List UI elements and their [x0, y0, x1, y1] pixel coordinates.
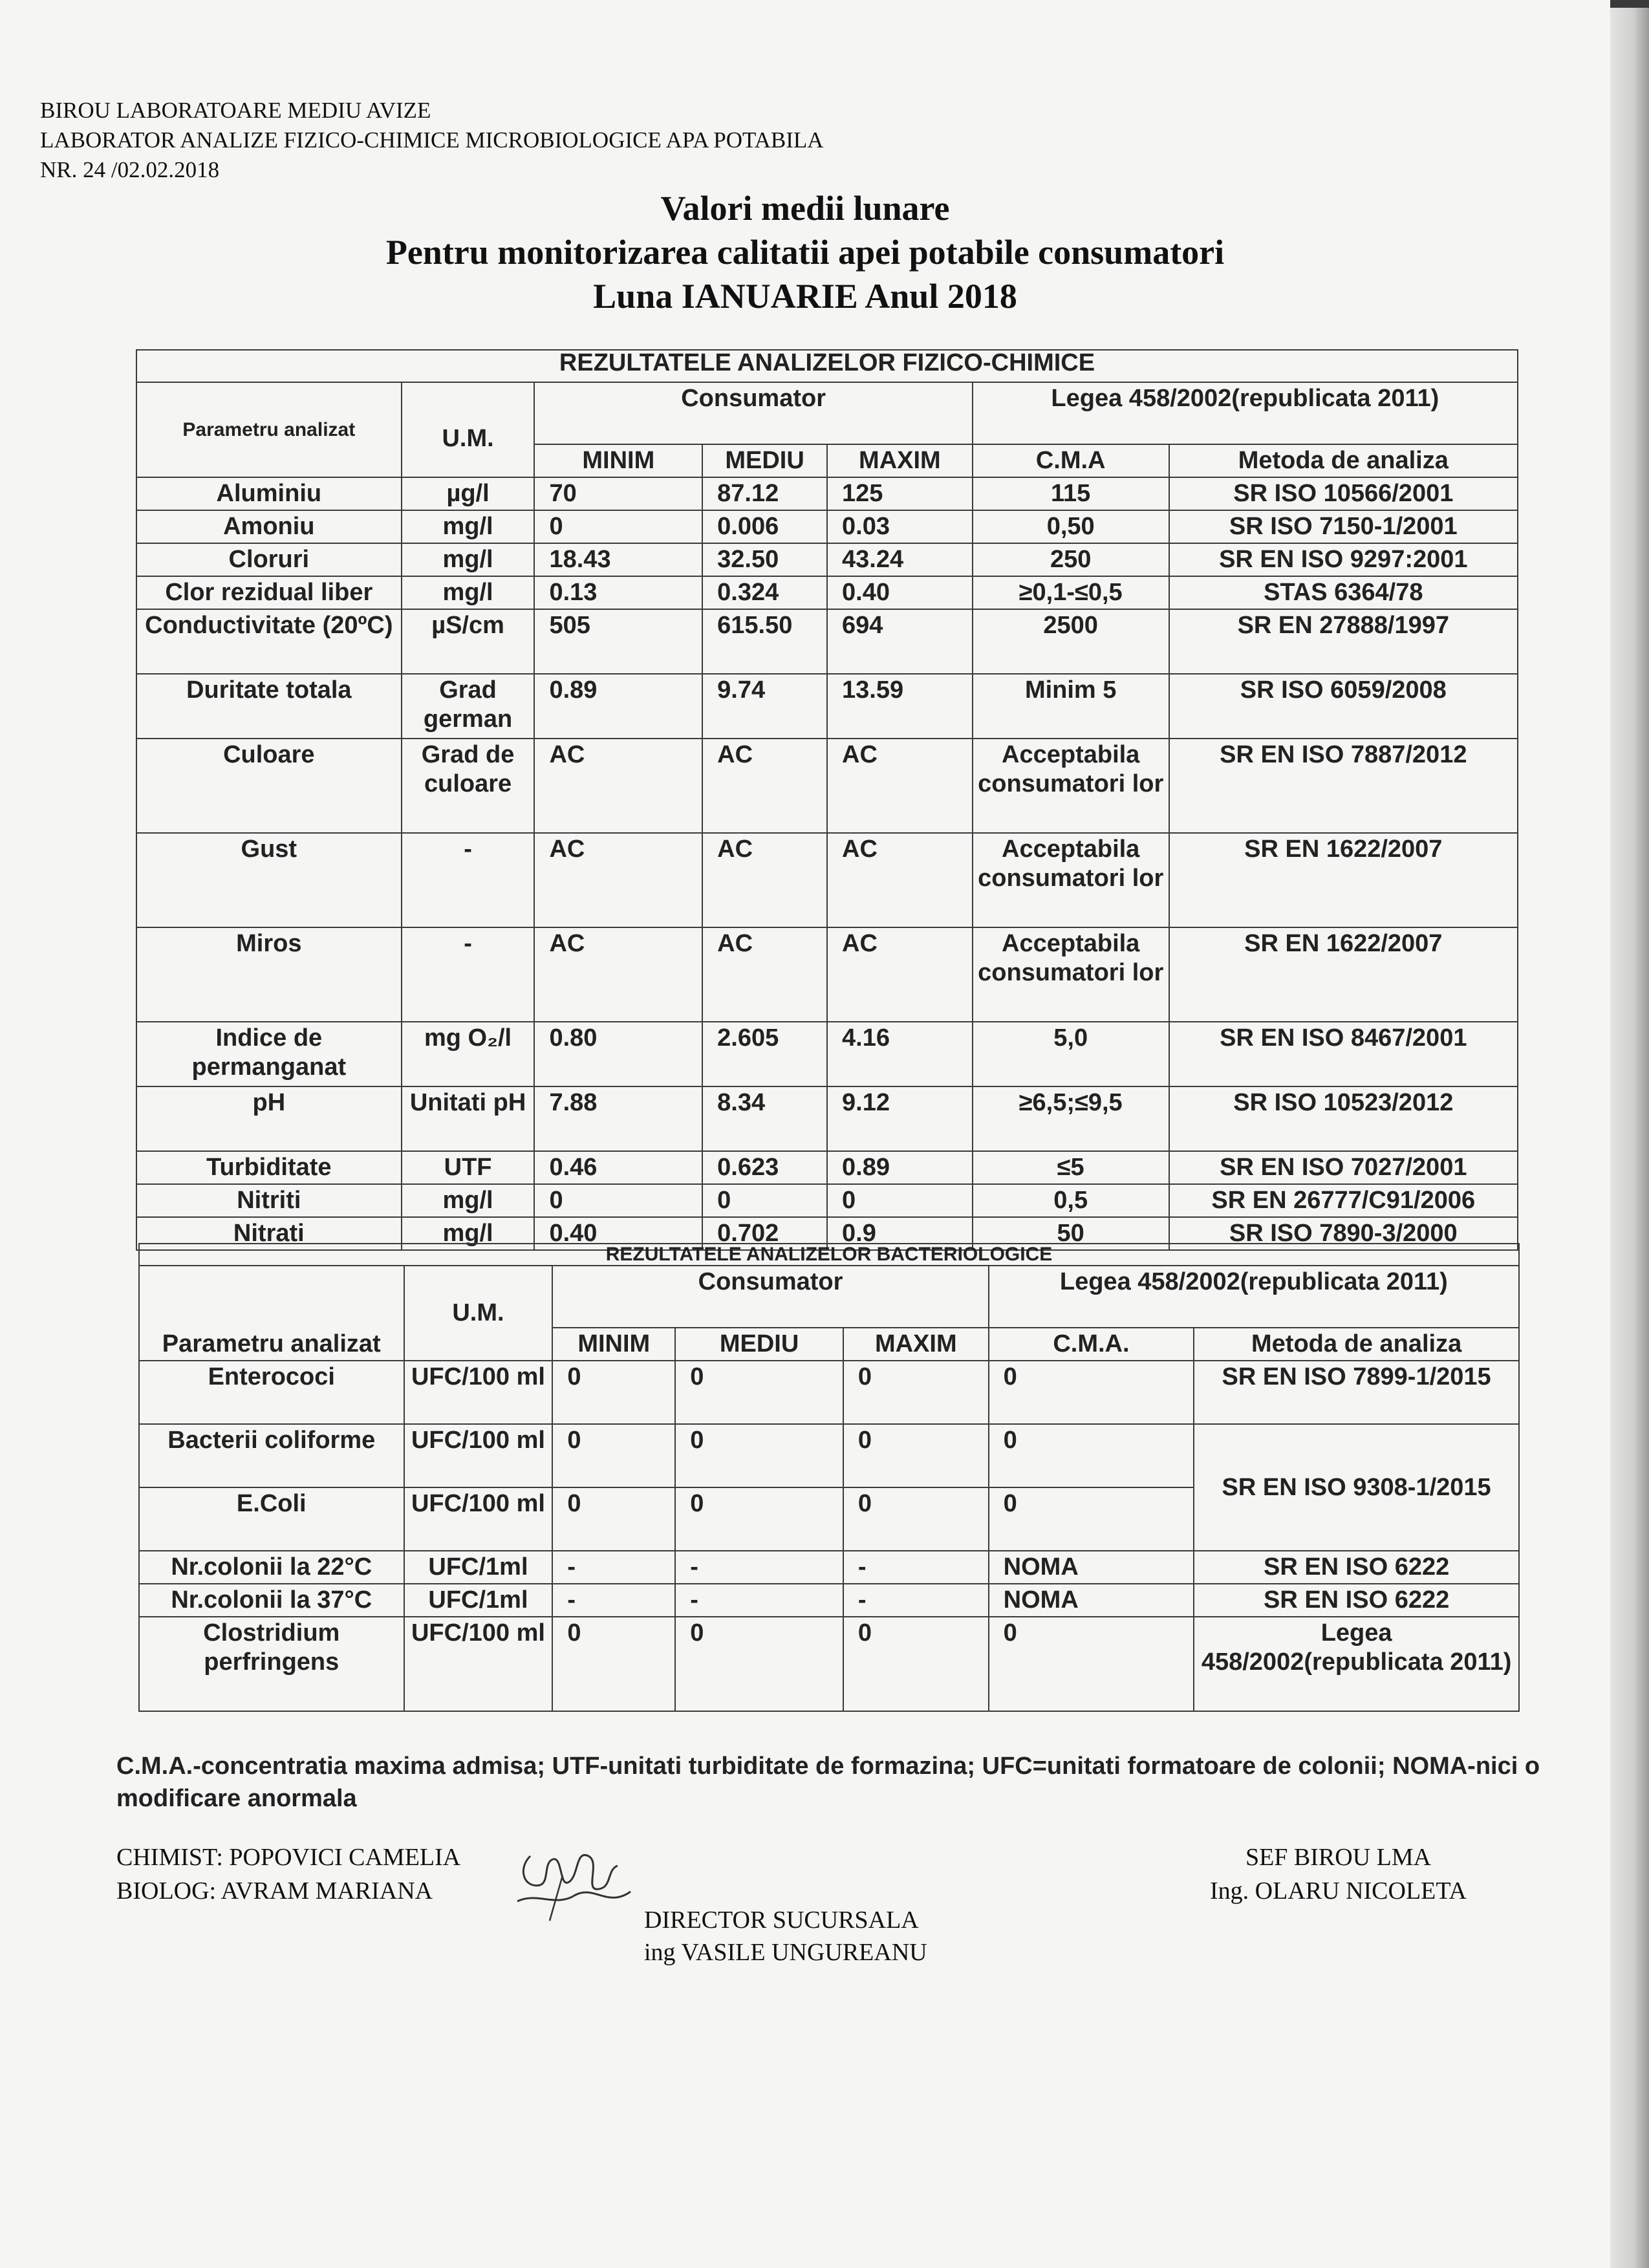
row-mediu: -: [675, 1551, 843, 1584]
row-unit: µS/cm: [402, 609, 535, 674]
sef-birou-title: SEF BIROU LMA: [1245, 1844, 1432, 1871]
header-legea: Legea 458/2002(republicata 2011): [973, 382, 1518, 444]
row-mediu: 0: [702, 1184, 827, 1217]
page-edge-shadow: [1610, 0, 1649, 2268]
row-min: -: [552, 1551, 675, 1584]
header-metoda: Metoda de analiza: [1169, 444, 1518, 477]
row-parameter: E.Coli: [139, 1487, 404, 1551]
section-title: REZULTATELE ANALIZELOR BACTERIOLOGICE: [139, 1244, 1519, 1266]
signatures-left: [116, 1841, 460, 1908]
row-unit: UFC/100 ml: [404, 1617, 553, 1711]
row-unit: mg/l: [402, 510, 535, 543]
row-min: 0.13: [534, 576, 702, 609]
row-min: 7.88: [534, 1086, 702, 1151]
row-max: 0: [843, 1361, 989, 1424]
physico-chemical-rows: [136, 477, 1518, 1250]
row-mediu: 32.50: [702, 543, 827, 576]
row-unit: mg/l: [402, 1217, 535, 1250]
row-method: SR EN 27888/1997: [1169, 609, 1518, 674]
row-cma: NOMA: [989, 1584, 1194, 1617]
row-cma: Minim 5: [973, 674, 1169, 739]
row-cma: ≥6,5;≤9,5: [973, 1086, 1169, 1151]
row-min: 0.40: [534, 1217, 702, 1250]
row-method: SR EN 26777/C91/2006: [1169, 1184, 1518, 1217]
row-min: AC: [534, 739, 702, 833]
row-unit: UFC/1ml: [404, 1551, 553, 1584]
table-row: [136, 927, 1518, 1022]
row-max: 0: [843, 1424, 989, 1487]
table-row: [139, 1617, 1519, 1711]
table-row: [136, 477, 1518, 510]
row-method: SR EN ISO 7027/2001: [1169, 1151, 1518, 1184]
table-row: [136, 576, 1518, 609]
header-number: NR. 24 /02.02.2018: [40, 157, 220, 182]
page-edge-mark: [1610, 0, 1649, 8]
row-min: 70: [534, 477, 702, 510]
row-max: 0.40: [827, 576, 973, 609]
row-method: SR EN ISO 6222: [1194, 1551, 1519, 1584]
row-mediu: 0.623: [702, 1151, 827, 1184]
row-unit: UFC/1ml: [404, 1584, 553, 1617]
row-min: 0.80: [534, 1022, 702, 1086]
row-max: 0.03: [827, 510, 973, 543]
row-method: SR ISO 6059/2008: [1169, 674, 1518, 739]
row-cma: Acceptabila consumatori lor: [973, 739, 1169, 833]
table-row: [136, 739, 1518, 833]
row-cma: 0: [989, 1424, 1194, 1487]
row-min: 0.89: [534, 674, 702, 739]
row-parameter: Clor rezidual liber: [136, 576, 402, 609]
row-min: 0: [552, 1487, 675, 1551]
row-parameter: Nitriti: [136, 1184, 402, 1217]
row-method: SR EN 1622/2007: [1169, 833, 1518, 927]
row-method: SR EN 1622/2007: [1169, 927, 1518, 1022]
row-method: SR ISO 10566/2001: [1169, 477, 1518, 510]
row-max: 4.16: [827, 1022, 973, 1086]
row-min: -: [552, 1584, 675, 1617]
row-unit: UFC/100 ml: [404, 1424, 553, 1487]
row-cma: Acceptabila consumatori lor: [973, 927, 1169, 1022]
header-mediu: MEDIU: [675, 1328, 843, 1361]
table-row: [136, 833, 1518, 927]
biolog-signature-line: BIOLOG: AVRAM MARIANA: [116, 1877, 433, 1905]
row-parameter: Nr.colonii la 22°C: [139, 1551, 404, 1584]
abbreviations-footnote: C.M.A.-concentratia maxima admisa; UTF-unitati turbiditate de formazina; UFC=unitati formatoare de colonii; NOMA-nici o modificare anormala: [116, 1753, 1540, 1812]
row-mediu: 0.324: [702, 576, 827, 609]
row-max: 0: [843, 1487, 989, 1551]
handwritten-signature: [504, 1830, 640, 1927]
row-max: 125: [827, 477, 973, 510]
row-cma: 0: [989, 1361, 1194, 1424]
row-cma: 0,5: [973, 1184, 1169, 1217]
row-unit: µg/l: [402, 477, 535, 510]
row-mediu: 9.74: [702, 674, 827, 739]
bacteriological-table: [138, 1243, 1520, 1712]
row-min: 505: [534, 609, 702, 674]
row-cma: 0: [989, 1617, 1194, 1711]
row-max: 9.12: [827, 1086, 973, 1151]
row-method: SR EN ISO 8467/2001: [1169, 1022, 1518, 1086]
row-cma: 250: [973, 543, 1169, 576]
row-max: 0.9: [827, 1217, 973, 1250]
row-parameter: Nr.colonii la 37°C: [139, 1584, 404, 1617]
row-cma: ≤5: [973, 1151, 1169, 1184]
row-parameter: Enterococi: [139, 1361, 404, 1424]
table-row: [136, 543, 1518, 576]
row-cma: 5,0: [973, 1022, 1169, 1086]
row-parameter: Clostridium perfringens: [139, 1617, 404, 1711]
row-parameter: Culoare: [136, 739, 402, 833]
title-period: Luna IANUARIE Anul 2018: [593, 277, 1017, 316]
row-mediu: 0.702: [702, 1217, 827, 1250]
row-unit: UTF: [402, 1151, 535, 1184]
row-max: AC: [827, 927, 973, 1022]
row-method: SR EN ISO 7899-1/2015: [1194, 1361, 1519, 1424]
row-cma: 2500: [973, 609, 1169, 674]
row-min: 0.46: [534, 1151, 702, 1184]
row-cma: 0,50: [973, 510, 1169, 543]
row-mediu: AC: [702, 927, 827, 1022]
row-cma: NOMA: [989, 1551, 1194, 1584]
header-minim: MINIM: [534, 444, 702, 477]
signatures-right: [1210, 1841, 1467, 1908]
row-parameter: Duritate totala: [136, 674, 402, 739]
row-method: STAS 6364/78: [1169, 576, 1518, 609]
row-mediu: 2.605: [702, 1022, 827, 1086]
table-row: [139, 1361, 1519, 1424]
table-row: [136, 1086, 1518, 1151]
row-method: Legea 458/2002(republicata 2011): [1194, 1617, 1519, 1711]
table-row: [136, 1184, 1518, 1217]
header-laboratory: LABORATOR ANALIZE FIZICO-CHIMICE MICROBIOLOGICE APA POTABILA: [40, 127, 824, 153]
row-unit: -: [402, 833, 535, 927]
row-parameter: Gust: [136, 833, 402, 927]
title-subtitle: Pentru monitorizarea calitatii apei potabile consumatori: [385, 233, 1225, 272]
header-mediu: MEDIU: [702, 444, 827, 477]
row-cma: 0: [989, 1487, 1194, 1551]
row-parameter: Miros: [136, 927, 402, 1022]
row-mediu: 0: [675, 1424, 843, 1487]
row-parameter: Indice de permanganat: [136, 1022, 402, 1086]
table-row: [139, 1424, 1519, 1487]
row-max: -: [843, 1551, 989, 1584]
row-method: SR EN ISO 9308-1/2015: [1194, 1424, 1519, 1551]
row-min: 0: [552, 1361, 675, 1424]
row-parameter: pH: [136, 1086, 402, 1151]
header-maxim: MAXIM: [827, 444, 973, 477]
header-legea: Legea 458/2002(republicata 2011): [989, 1266, 1519, 1328]
row-mediu: 0: [675, 1487, 843, 1551]
signatures-center: [644, 1904, 927, 1969]
row-min: AC: [534, 833, 702, 927]
director-title: DIRECTOR SUCURSALA: [644, 1906, 919, 1934]
row-parameter: Cloruri: [136, 543, 402, 576]
chimist-signature-line: CHIMIST: POPOVICI CAMELIA: [116, 1844, 461, 1871]
header-parameter: Parametru analizat: [136, 382, 402, 477]
row-min: 0: [534, 510, 702, 543]
row-max: 0: [827, 1184, 973, 1217]
row-mediu: 0.006: [702, 510, 827, 543]
header-office: BIROU LABORATOARE MEDIU AVIZE: [40, 98, 431, 123]
row-method: SR ISO 7150-1/2001: [1169, 510, 1518, 543]
section-title: REZULTATELE ANALIZELOR FIZICO-CHIMICE: [136, 350, 1518, 382]
director-name: ing VASILE UNGUREANU: [644, 1939, 927, 1966]
header-unit: U.M.: [402, 382, 535, 477]
header-cma: C.M.A: [973, 444, 1169, 477]
table-row: [139, 1551, 1519, 1584]
sef-birou-name: Ing. OLARU NICOLETA: [1210, 1877, 1467, 1905]
header-consumator: Consumator: [552, 1266, 988, 1328]
row-mediu: 8.34: [702, 1086, 827, 1151]
row-min: AC: [534, 927, 702, 1022]
row-method: SR EN ISO 6222: [1194, 1584, 1519, 1617]
row-method: SR ISO 7890-3/2000: [1169, 1217, 1518, 1250]
row-min: 18.43: [534, 543, 702, 576]
row-min: 0: [552, 1424, 675, 1487]
row-unit: Grad german: [402, 674, 535, 739]
row-max: 0: [843, 1617, 989, 1711]
row-unit: Unitati pH: [402, 1086, 535, 1151]
row-parameter: Bacterii coliforme: [139, 1424, 404, 1487]
physico-chemical-table: [136, 349, 1518, 1251]
header-minim: MINIM: [552, 1328, 675, 1361]
row-cma: 115: [973, 477, 1169, 510]
header-maxim: MAXIM: [843, 1328, 989, 1361]
row-method: SR ISO 10523/2012: [1169, 1086, 1518, 1151]
row-unit: -: [402, 927, 535, 1022]
table-row: [136, 1022, 1518, 1086]
document-titles: [0, 186, 1610, 318]
row-cma: ≥0,1-≤0,5: [973, 576, 1169, 609]
header-cma: C.M.A.: [989, 1328, 1194, 1361]
header-consumator: Consumator: [534, 382, 972, 444]
row-mediu: AC: [702, 833, 827, 927]
row-parameter: Aluminiu: [136, 477, 402, 510]
title-main: Valori medii lunare: [660, 189, 950, 228]
row-max: 43.24: [827, 543, 973, 576]
row-parameter: Turbiditate: [136, 1151, 402, 1184]
document-header: [40, 96, 824, 185]
header-unit: U.M.: [404, 1266, 553, 1361]
row-max: 694: [827, 609, 973, 674]
row-max: 13.59: [827, 674, 973, 739]
row-cma: 50: [973, 1217, 1169, 1250]
row-method: SR EN ISO 9297:2001: [1169, 543, 1518, 576]
row-mediu: -: [675, 1584, 843, 1617]
row-unit: mg O₂/l: [402, 1022, 535, 1086]
bacteriological-rows: [139, 1361, 1519, 1711]
header-metoda: Metoda de analiza: [1194, 1328, 1519, 1361]
table-row: [136, 1151, 1518, 1184]
table-row: [139, 1584, 1519, 1617]
row-max: -: [843, 1584, 989, 1617]
row-mediu: 0: [675, 1361, 843, 1424]
row-method: SR EN ISO 7887/2012: [1169, 739, 1518, 833]
row-parameter: Amoniu: [136, 510, 402, 543]
row-unit: Grad de culoare: [402, 739, 535, 833]
table-row: [136, 674, 1518, 739]
row-unit: mg/l: [402, 1184, 535, 1217]
row-parameter: Conductivitate (20ºC): [136, 609, 402, 674]
row-unit: UFC/100 ml: [404, 1361, 553, 1424]
row-mediu: 615.50: [702, 609, 827, 674]
row-max: AC: [827, 739, 973, 833]
row-max: 0.89: [827, 1151, 973, 1184]
row-mediu: AC: [702, 739, 827, 833]
row-min: 0: [534, 1184, 702, 1217]
row-parameter: Nitrati: [136, 1217, 402, 1250]
row-unit: UFC/100 ml: [404, 1487, 553, 1551]
header-parameter: Parametru analizat: [139, 1266, 404, 1361]
table-row: [136, 510, 1518, 543]
row-max: AC: [827, 833, 973, 927]
row-mediu: 0: [675, 1617, 843, 1711]
row-cma: Acceptabila consumatori lor: [973, 833, 1169, 927]
row-unit: mg/l: [402, 543, 535, 576]
table-row: [136, 609, 1518, 674]
row-min: 0: [552, 1617, 675, 1711]
row-unit: mg/l: [402, 576, 535, 609]
row-mediu: 87.12: [702, 477, 827, 510]
